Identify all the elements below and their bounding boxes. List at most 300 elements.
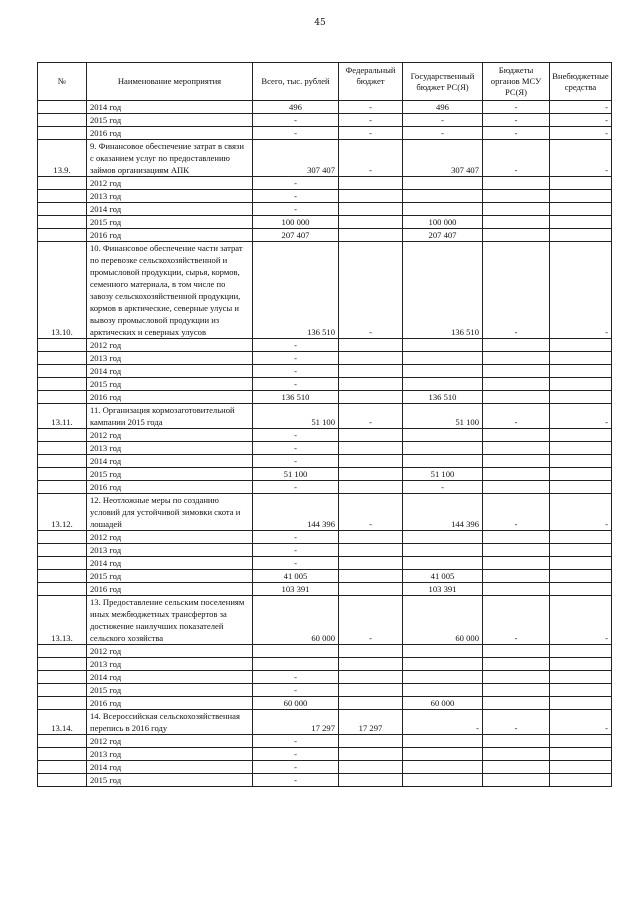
cell-msu (483, 177, 550, 190)
cell-federal (339, 468, 403, 481)
table-row-item (38, 710, 612, 735)
table-body (38, 101, 612, 787)
cell-state (403, 761, 483, 774)
cell-state: 51 100 (403, 404, 483, 429)
cell-state: - (403, 127, 483, 140)
cell-extrabudget (550, 557, 612, 570)
cell-extrabudget (550, 645, 612, 658)
cell-total: 60 000 (253, 596, 339, 645)
cell-extrabudget (550, 339, 612, 352)
table-row-year (38, 378, 612, 391)
cell-federal (339, 429, 403, 442)
cell-state (403, 658, 483, 671)
cell-total: - (253, 127, 339, 140)
table-row-item (38, 494, 612, 531)
cell-name: 2014 год (87, 671, 253, 684)
cell-msu: - (483, 114, 550, 127)
table-row-item (38, 242, 612, 339)
table-row-year (38, 570, 612, 583)
cell-number (38, 177, 87, 190)
table-row-item (38, 596, 612, 645)
cell-number (38, 468, 87, 481)
cell-name: 2012 год (87, 645, 253, 658)
cell-total: - (253, 339, 339, 352)
cell-federal (339, 671, 403, 684)
cell-msu (483, 748, 550, 761)
col-header-state: Государственный бюджет РС(Я) (403, 63, 483, 101)
cell-total: - (253, 352, 339, 365)
cell-number (38, 216, 87, 229)
cell-number: 13.10. (38, 242, 87, 339)
col-header-number: № (38, 63, 87, 101)
page-number: 45 (314, 18, 326, 28)
cell-extrabudget (550, 177, 612, 190)
cell-federal (339, 203, 403, 216)
cell-total: - (253, 531, 339, 544)
cell-total: - (253, 671, 339, 684)
table-row-year (38, 671, 612, 684)
cell-state (403, 671, 483, 684)
cell-federal: - (339, 101, 403, 114)
cell-extrabudget (550, 442, 612, 455)
cell-number: 13.12. (38, 494, 87, 531)
cell-total: 103 391 (253, 583, 339, 596)
cell-number: 13.14. (38, 710, 87, 735)
cell-name: 2012 год (87, 339, 253, 352)
cell-federal: - (339, 404, 403, 429)
table-row-year (38, 544, 612, 557)
cell-extrabudget (550, 658, 612, 671)
cell-extrabudget (550, 429, 612, 442)
cell-federal (339, 684, 403, 697)
cell-msu: - (483, 404, 550, 429)
cell-state (403, 748, 483, 761)
cell-total: - (253, 378, 339, 391)
cell-state: - (403, 710, 483, 735)
cell-number (38, 684, 87, 697)
cell-msu: - (483, 101, 550, 114)
cell-extrabudget (550, 378, 612, 391)
cell-total: - (253, 544, 339, 557)
table-row-year (38, 216, 612, 229)
cell-extrabudget (550, 735, 612, 748)
cell-name: 2014 год (87, 455, 253, 468)
cell-msu (483, 203, 550, 216)
cell-extrabudget (550, 229, 612, 242)
cell-msu (483, 774, 550, 787)
cell-total (253, 645, 339, 658)
cell-total: - (253, 429, 339, 442)
cell-federal (339, 557, 403, 570)
cell-total: 496 (253, 101, 339, 114)
table-row-year (38, 735, 612, 748)
cell-name: 2016 год (87, 697, 253, 710)
cell-extrabudget: - (550, 242, 612, 339)
cell-extrabudget (550, 531, 612, 544)
table-row-year (38, 557, 612, 570)
cell-total: - (253, 684, 339, 697)
cell-federal (339, 378, 403, 391)
cell-name: 2015 год (87, 378, 253, 391)
cell-msu (483, 391, 550, 404)
cell-total: - (253, 365, 339, 378)
cell-total: 51 100 (253, 404, 339, 429)
cell-msu (483, 229, 550, 242)
table-row-year (38, 190, 612, 203)
cell-total: 41 005 (253, 570, 339, 583)
cell-name: 2013 год (87, 544, 253, 557)
cell-federal: - (339, 127, 403, 140)
cell-federal (339, 352, 403, 365)
cell-extrabudget (550, 774, 612, 787)
cell-state: 207 407 (403, 229, 483, 242)
table-header-row (38, 63, 612, 101)
cell-federal (339, 761, 403, 774)
cell-msu (483, 378, 550, 391)
cell-number (38, 671, 87, 684)
cell-federal (339, 442, 403, 455)
budget-table (37, 62, 612, 787)
cell-number (38, 339, 87, 352)
cell-total: 60 000 (253, 697, 339, 710)
cell-federal (339, 645, 403, 658)
table-row-year (38, 365, 612, 378)
cell-extrabudget (550, 352, 612, 365)
table-row-year (38, 468, 612, 481)
cell-name: 2015 год (87, 684, 253, 697)
cell-total: 100 000 (253, 216, 339, 229)
cell-federal (339, 774, 403, 787)
cell-state (403, 352, 483, 365)
cell-extrabudget (550, 671, 612, 684)
cell-federal (339, 455, 403, 468)
cell-extrabudget (550, 697, 612, 710)
table-row-year (38, 774, 612, 787)
cell-number (38, 203, 87, 216)
table-row-year (38, 481, 612, 494)
cell-msu (483, 645, 550, 658)
table-row-year (38, 352, 612, 365)
cell-msu (483, 697, 550, 710)
cell-federal (339, 229, 403, 242)
cell-federal (339, 697, 403, 710)
cell-federal (339, 583, 403, 596)
cell-extrabudget (550, 748, 612, 761)
cell-name: 13. Предоставление сельским поселениям иных межбюджетных трансфертов за достижение наилучших показателей сельского хозяйства (87, 596, 253, 645)
cell-state: 103 391 (403, 583, 483, 596)
cell-extrabudget: - (550, 101, 612, 114)
cell-msu (483, 544, 550, 557)
cell-number: 13.9. (38, 140, 87, 177)
cell-msu: - (483, 596, 550, 645)
cell-extrabudget (550, 391, 612, 404)
table-row-year (38, 127, 612, 140)
col-header-msu: Бюджеты органов МСУ РС(Я) (483, 63, 550, 101)
cell-name: 2016 год (87, 583, 253, 596)
cell-extrabudget: - (550, 140, 612, 177)
cell-number (38, 101, 87, 114)
cell-total: 51 100 (253, 468, 339, 481)
cell-number (38, 190, 87, 203)
cell-state (403, 645, 483, 658)
cell-msu (483, 216, 550, 229)
table-row-year (38, 229, 612, 242)
cell-extrabudget (550, 203, 612, 216)
col-header-extrabudget: Внебюджетные средства (550, 63, 612, 101)
table-row-year (38, 583, 612, 596)
cell-state: 136 510 (403, 391, 483, 404)
cell-number (38, 735, 87, 748)
cell-state (403, 378, 483, 391)
cell-total: - (253, 557, 339, 570)
table-row-year (38, 645, 612, 658)
cell-msu: - (483, 140, 550, 177)
cell-msu (483, 352, 550, 365)
cell-number (38, 774, 87, 787)
table-row-year (38, 761, 612, 774)
cell-total: 136 510 (253, 391, 339, 404)
cell-extrabudget: - (550, 127, 612, 140)
cell-federal (339, 544, 403, 557)
cell-state (403, 429, 483, 442)
cell-msu (483, 583, 550, 596)
cell-state (403, 735, 483, 748)
cell-name: 2015 год (87, 216, 253, 229)
table-row-year (38, 531, 612, 544)
cell-name: 10. Финансовое обеспечение части затрат по перевозке сельскохозяйственной и промысловой продукции, сырья, кормов, семенного материала, в том числе по завозу сельскохозяйственной продукции, кормов в арктические, северные улусы и вывозу промысловой продукции из арктических и северных улусов (87, 242, 253, 339)
cell-msu (483, 365, 550, 378)
cell-name: 2016 год (87, 229, 253, 242)
table-row-year (38, 658, 612, 671)
cell-name: 2016 год (87, 391, 253, 404)
cell-state: 60 000 (403, 697, 483, 710)
cell-number (38, 455, 87, 468)
cell-extrabudget (550, 216, 612, 229)
cell-total: - (253, 442, 339, 455)
cell-state: 41 005 (403, 570, 483, 583)
cell-federal: - (339, 596, 403, 645)
cell-state (403, 203, 483, 216)
cell-name: 2014 год (87, 203, 253, 216)
cell-msu (483, 468, 550, 481)
cell-name: 2012 год (87, 429, 253, 442)
table-row-year (38, 748, 612, 761)
cell-name: 2015 год (87, 114, 253, 127)
cell-extrabudget (550, 761, 612, 774)
cell-federal (339, 216, 403, 229)
cell-number (38, 442, 87, 455)
cell-state (403, 190, 483, 203)
cell-name: 2013 год (87, 190, 253, 203)
cell-name: 2015 год (87, 774, 253, 787)
cell-extrabudget: - (550, 710, 612, 735)
cell-total: - (253, 748, 339, 761)
cell-state (403, 544, 483, 557)
cell-extrabudget (550, 455, 612, 468)
cell-total (253, 658, 339, 671)
cell-msu: - (483, 494, 550, 531)
cell-state (403, 774, 483, 787)
cell-number (38, 365, 87, 378)
cell-total: - (253, 177, 339, 190)
table-row-year (38, 114, 612, 127)
cell-total: - (253, 774, 339, 787)
cell-federal (339, 190, 403, 203)
cell-msu (483, 442, 550, 455)
cell-number (38, 658, 87, 671)
cell-total: 207 407 (253, 229, 339, 242)
cell-state (403, 442, 483, 455)
table-row-year (38, 101, 612, 114)
cell-number (38, 429, 87, 442)
cell-name: 2013 год (87, 658, 253, 671)
cell-federal: - (339, 140, 403, 177)
cell-number (38, 114, 87, 127)
cell-name: 2014 год (87, 557, 253, 570)
cell-name: 2012 год (87, 735, 253, 748)
cell-extrabudget (550, 468, 612, 481)
cell-extrabudget (550, 684, 612, 697)
cell-number (38, 378, 87, 391)
cell-extrabudget (550, 544, 612, 557)
cell-extrabudget (550, 365, 612, 378)
cell-number (38, 583, 87, 596)
cell-federal: - (339, 242, 403, 339)
cell-federal: - (339, 114, 403, 127)
cell-total: - (253, 114, 339, 127)
cell-number (38, 748, 87, 761)
cell-state: 144 396 (403, 494, 483, 531)
col-header-total: Всего, тыс. рублей (253, 63, 339, 101)
cell-number (38, 697, 87, 710)
cell-number (38, 761, 87, 774)
cell-msu (483, 557, 550, 570)
cell-federal: 17 297 (339, 710, 403, 735)
cell-msu (483, 481, 550, 494)
cell-federal (339, 339, 403, 352)
cell-msu (483, 735, 550, 748)
cell-total: 307 407 (253, 140, 339, 177)
cell-name: 2012 год (87, 531, 253, 544)
cell-msu (483, 190, 550, 203)
cell-total: 136 510 (253, 242, 339, 339)
cell-federal (339, 735, 403, 748)
cell-extrabudget (550, 583, 612, 596)
cell-name: 2016 год (87, 127, 253, 140)
cell-name: 2016 год (87, 481, 253, 494)
cell-state: 60 000 (403, 596, 483, 645)
table-row-year (38, 684, 612, 697)
table-row-year (38, 391, 612, 404)
cell-number (38, 229, 87, 242)
cell-federal (339, 177, 403, 190)
table-row-year (38, 203, 612, 216)
cell-extrabudget (550, 481, 612, 494)
table-row-year (38, 455, 612, 468)
cell-msu (483, 429, 550, 442)
cell-number (38, 352, 87, 365)
cell-state: 496 (403, 101, 483, 114)
cell-msu (483, 684, 550, 697)
cell-name: 2012 год (87, 177, 253, 190)
cell-total: 144 396 (253, 494, 339, 531)
cell-name: 2014 год (87, 101, 253, 114)
table-row-year (38, 697, 612, 710)
cell-state: 100 000 (403, 216, 483, 229)
cell-federal (339, 481, 403, 494)
table-row-year (38, 339, 612, 352)
cell-state (403, 455, 483, 468)
cell-extrabudget: - (550, 596, 612, 645)
cell-number (38, 531, 87, 544)
cell-state (403, 339, 483, 352)
cell-federal (339, 658, 403, 671)
cell-msu: - (483, 127, 550, 140)
cell-extrabudget: - (550, 494, 612, 531)
cell-name: 2014 год (87, 761, 253, 774)
cell-number: 13.13. (38, 596, 87, 645)
cell-total: - (253, 735, 339, 748)
cell-extrabudget: - (550, 404, 612, 429)
cell-msu (483, 658, 550, 671)
cell-total: - (253, 761, 339, 774)
cell-number (38, 391, 87, 404)
cell-name: 9. Финансовое обеспечение затрат в связи с оказанием услуг по предоставлению займов организациям АПК (87, 140, 253, 177)
table-row-year (38, 442, 612, 455)
cell-msu (483, 531, 550, 544)
cell-federal (339, 391, 403, 404)
col-header-federal: Федеральный бюджет (339, 63, 403, 101)
cell-name: 11. Организация кормозаготовительной кампании 2015 года (87, 404, 253, 429)
cell-state (403, 177, 483, 190)
cell-msu (483, 455, 550, 468)
cell-extrabudget (550, 570, 612, 583)
cell-federal (339, 748, 403, 761)
cell-total: 17 297 (253, 710, 339, 735)
cell-name: 2015 год (87, 570, 253, 583)
table-row-item (38, 404, 612, 429)
cell-msu: - (483, 242, 550, 339)
cell-name: 2013 год (87, 748, 253, 761)
cell-number (38, 645, 87, 658)
cell-state: 136 510 (403, 242, 483, 339)
cell-state (403, 557, 483, 570)
cell-extrabudget (550, 190, 612, 203)
cell-msu: - (483, 710, 550, 735)
cell-total: - (253, 455, 339, 468)
cell-state: - (403, 481, 483, 494)
cell-federal (339, 531, 403, 544)
cell-number (38, 557, 87, 570)
col-header-name: Наименование мероприятия (87, 63, 253, 101)
cell-federal (339, 570, 403, 583)
cell-total: - (253, 203, 339, 216)
cell-federal (339, 365, 403, 378)
cell-name: 12. Неотложные меры по созданию условий для устойчивой зимовки скота и лошадей (87, 494, 253, 531)
cell-msu (483, 671, 550, 684)
cell-state (403, 365, 483, 378)
cell-state: - (403, 114, 483, 127)
cell-state: 307 407 (403, 140, 483, 177)
cell-name: 2014 год (87, 365, 253, 378)
cell-number (38, 544, 87, 557)
cell-state (403, 531, 483, 544)
table-row-year (38, 429, 612, 442)
cell-msu (483, 570, 550, 583)
table-row-year (38, 177, 612, 190)
cell-name: 14. Всероссийская сельскохозяйственная перепись в 2016 году (87, 710, 253, 735)
cell-number (38, 570, 87, 583)
